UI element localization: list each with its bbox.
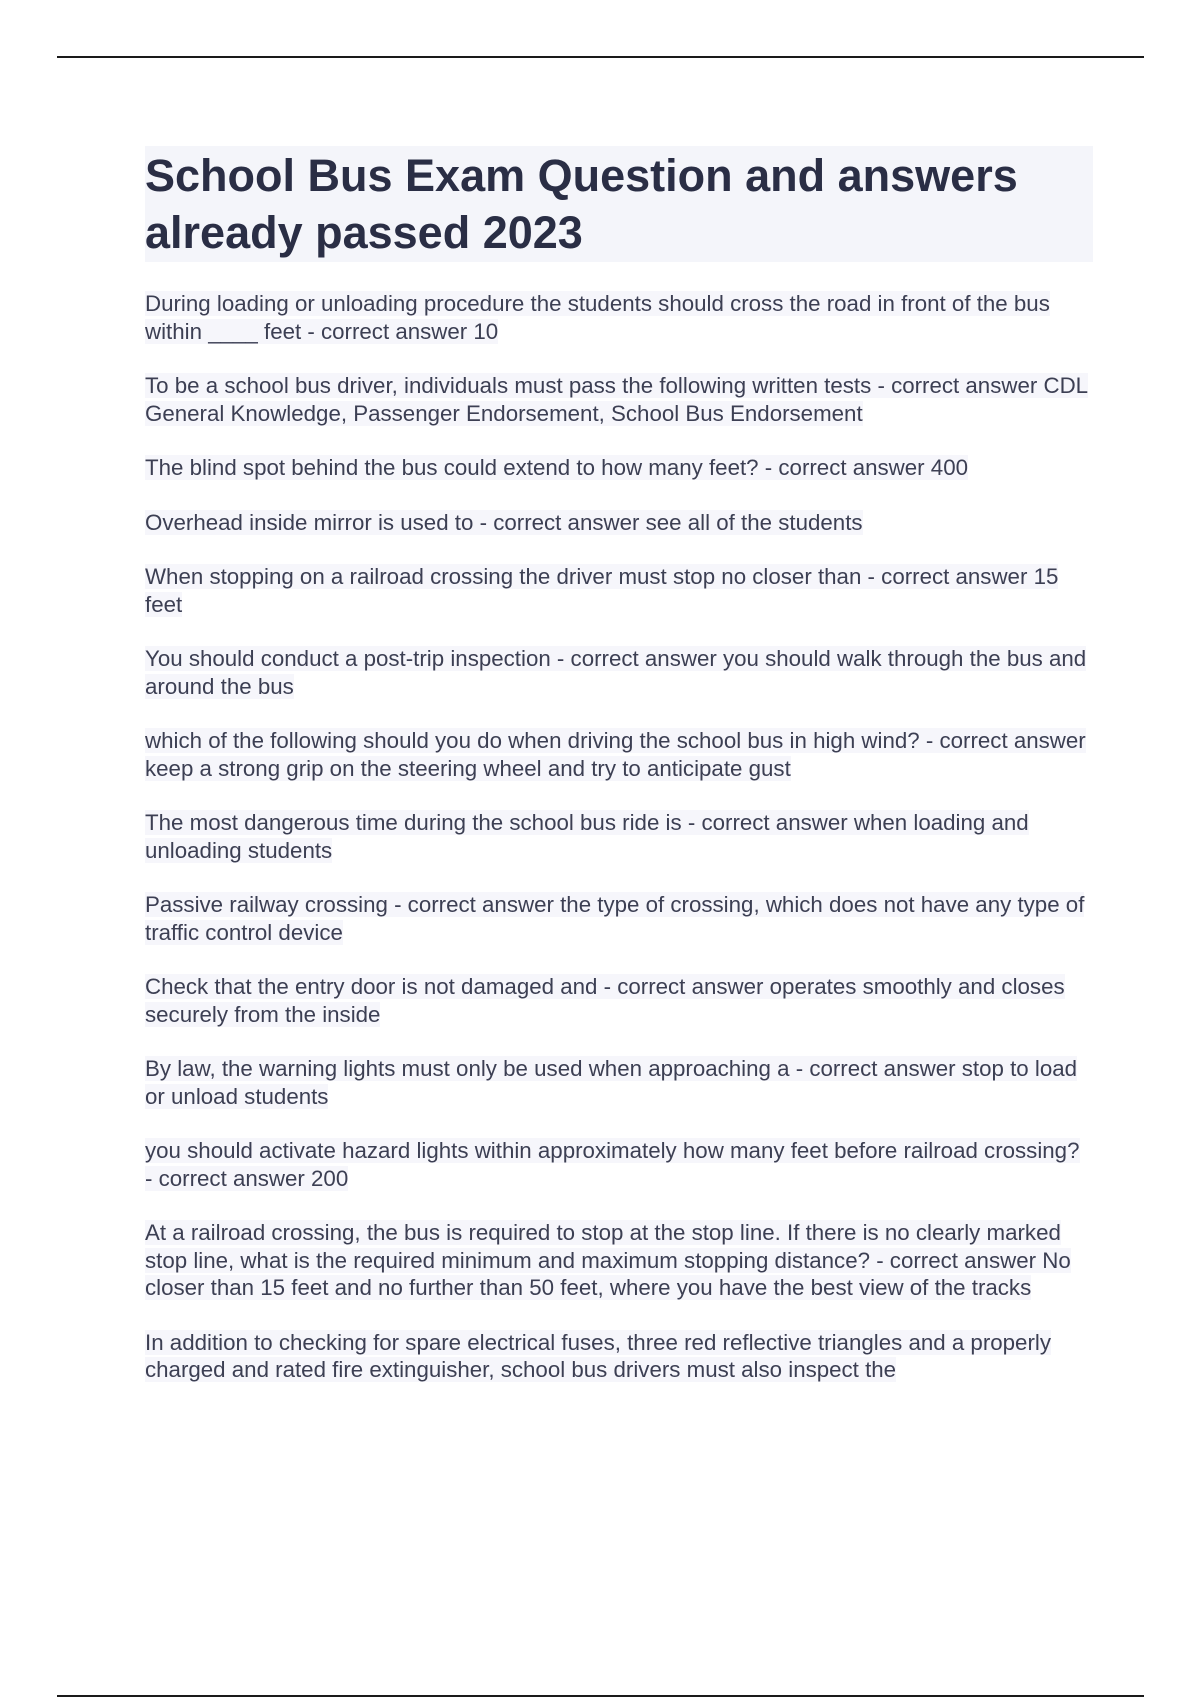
qa-text: At a railroad crossing, the bus is required to stop at the stop line. If there is no clearly marked stop line, what is the required minimum and maximum stopping distance? - correct answer No closer than 15 feet and no further than 50 feet, where you have the best view of the tracks (145, 1220, 1071, 1300)
bottom-rule (57, 1695, 1144, 1697)
qa-item-5 (145, 563, 1090, 618)
qa-item-13 (145, 1219, 1090, 1302)
qa-text: The most dangerous time during the school bus ride is - correct answer when loading and unloading students (145, 810, 1029, 863)
qa-text: Passive railway crossing - correct answer the type of crossing, which does not have any type of traffic control device (145, 892, 1085, 945)
qa-text: By law, the warning lights must only be used when approaching a - correct answer stop to load or unload students (145, 1056, 1078, 1109)
qa-text: When stopping on a railroad crossing the driver must stop no closer than - correct answer 15 feet (145, 564, 1059, 617)
qa-item-2 (145, 372, 1090, 427)
qa-text: which of the following should you do when driving the school bus in high wind? - correct answer keep a strong grip on the steering wheel and try to anticipate gust (145, 728, 1086, 781)
qa-item-11 (145, 1055, 1090, 1110)
qa-item-12 (145, 1137, 1090, 1192)
qa-item-9 (145, 891, 1090, 946)
qa-item-6 (145, 645, 1090, 700)
document-body (145, 146, 1090, 1411)
qa-text: Check that the entry door is not damaged and - correct answer operates smoothly and closes securely from the inside (145, 974, 1065, 1027)
qa-text: The blind spot behind the bus could extend to how many feet? - correct answer 400 (145, 455, 969, 480)
qa-item-1 (145, 290, 1090, 345)
qa-text: You should conduct a post-trip inspection - correct answer you should walk through the bus and around the bus (145, 646, 1087, 699)
qa-text: In addition to checking for spare electrical fuses, three red reflective triangles and a properly charged and rated fire extinguisher, school bus drivers must also inspect the (145, 1329, 1051, 1382)
document-title: School Bus Exam Question and answers already passed 2023 (145, 146, 1093, 262)
qa-text: Overhead inside mirror is used to - correct answer see all of the students (145, 509, 863, 535)
qa-item-3 (145, 454, 1090, 482)
qa-list (145, 290, 1090, 1384)
qa-item-8 (145, 809, 1090, 864)
top-rule (57, 56, 1144, 58)
qa-item-7 (145, 727, 1090, 782)
qa-item-4 (145, 509, 1090, 537)
qa-item-10 (145, 973, 1090, 1028)
qa-text: you should activate hazard lights within approximately how many feet before railroad crossing? - correct answer 200 (145, 1138, 1080, 1191)
qa-text: To be a school bus driver, individuals must pass the following written tests - correct answer CDL General Knowledge, Passenger Endorsement, School Bus Endorsement (145, 373, 1089, 426)
qa-item-14 (145, 1329, 1090, 1384)
qa-text: During loading or unloading procedure the students should cross the road in front of the bus within ____ feet - correct answer 10 (145, 291, 1050, 344)
